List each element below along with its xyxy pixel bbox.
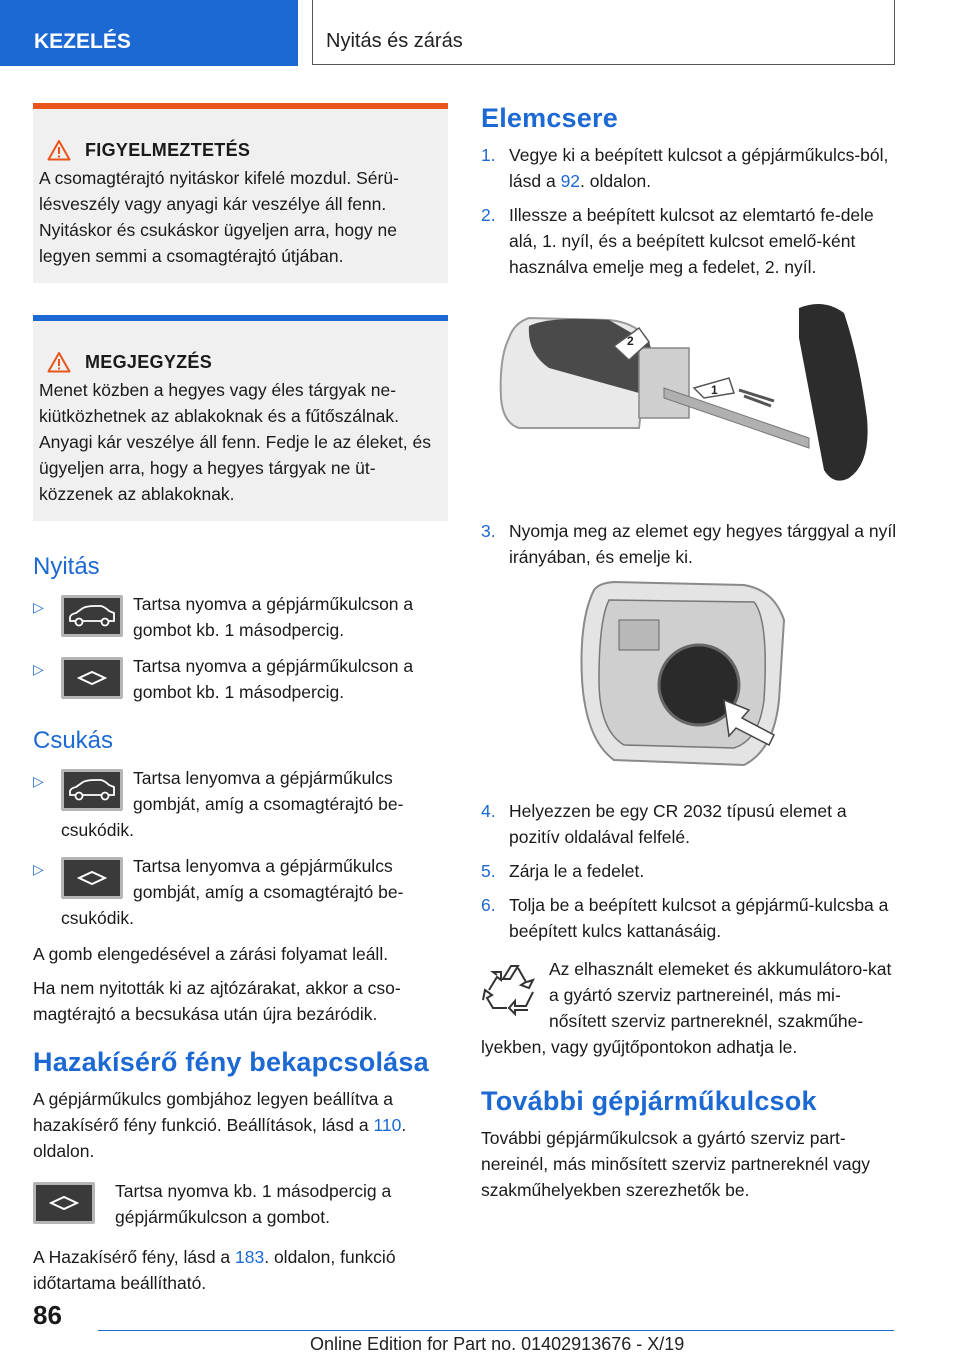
warning-triangle-icon: [47, 351, 71, 373]
right-column: [481, 103, 897, 1211]
step-number: 4.: [481, 801, 496, 821]
escort-para-2: [33, 1244, 448, 1296]
footer-edition: Online Edition for Part no. 01402913676 - X/19: [310, 1334, 685, 1354]
car-trunk-icon: [61, 595, 123, 637]
escort-heading: Hazakísérő fény bekapcsolása: [33, 1047, 429, 1077]
escort-para-2-text: A Hazakísérő fény, lásd a: [33, 1247, 236, 1267]
header-underline: [312, 64, 895, 65]
left-column: [33, 103, 448, 1304]
page-link-92[interactable]: 92: [560, 171, 581, 191]
battery-compartment-illustration: [481, 580, 897, 770]
battery-step-4-text: Helyezzen be egy CR 2032 típusú elemet a pozitív oldalával felfelé.: [509, 801, 847, 847]
warning-triangle-icon: [47, 139, 71, 161]
warning-box: [33, 103, 448, 283]
battery-step-6: [481, 892, 897, 944]
opening-item-2-text: Tartsa nyomva a gépjárműkulcson a gombot kb. 1 másodpercig.: [133, 656, 414, 702]
escort-button-text: Tartsa nyomva kb. 1 másodpercig a gépjárműkulcson a gombot.: [115, 1181, 392, 1227]
bmw-diamond-icon: [61, 657, 123, 699]
battery-step-3-text: Nyomja meg az elemet egy hegyes tárggyal a nyíl irányában, és emelje ki.: [509, 521, 897, 567]
step-number: 1.: [481, 145, 496, 165]
closing-item-2: [33, 853, 448, 931]
battery-step-5: [481, 858, 897, 884]
closing-para-2: Ha nem nyitották ki az ajtózárakat, akkor a cso-magtérajtó a becsukása után újra bezáródik.: [33, 978, 401, 1024]
more-keys-heading: További gépjárműkulcsok: [481, 1086, 817, 1116]
battery-step-6-text: Tolja be a beépített kulcsot a gépjármű-kulcsba a beépített kulcs kattanásáig.: [509, 895, 889, 941]
battery-step-1-text-a: Vegye ki a beépített kulcsot a gépjárműkulcs-ból, lásd a: [509, 145, 889, 191]
step-number: 2.: [481, 205, 496, 225]
fig1-label-2: 2: [627, 334, 634, 348]
closing-item-2-text: Tartsa lenyomva a gépjárműkulcs gombját, amíg a csomagtérajtó be-csukódik.: [61, 856, 404, 928]
bmw-diamond-icon: [33, 1182, 95, 1224]
car-trunk-icon: [61, 769, 123, 811]
note-text: Menet közben a hegyes vagy éles tárgyak ne-kiütközhetnek az ablakoknak és a fűtőszálnak. Anyagi kár veszélye áll fenn. Fedje le az éleket, és ügyeljen arra, hogy a hegyes tárgyak ne üt-közzenek az ablakoknak.: [39, 380, 432, 504]
note-heading-text: MEGJEGYZÉS: [85, 352, 213, 372]
key-lever-illustration: [481, 298, 897, 498]
step-number: 3.: [481, 521, 496, 541]
warning-text: A csomagtérajtó nyitáskor kifelé mozdul. Sérü-lésveszély vagy anyagi kár veszélye áll fenn. Nyitáskor és csukáskor ügyeljen arra, hogy ne legyen semmi a csomagtérajtó útjában.: [39, 168, 399, 266]
warning-heading-text: FIGYELMEZTETÉS: [85, 140, 251, 160]
opening-item-1-text: Tartsa nyomva a gépjárműkulcson a gombot kb. 1 másodpercig.: [133, 594, 414, 640]
header-title: Nyitás és zárás: [326, 30, 463, 52]
note-heading: [47, 349, 442, 375]
battery-step-2: [481, 202, 897, 280]
closing-item-1: [33, 765, 448, 843]
bullet-marker: ▷: [33, 861, 44, 877]
recycling-icon: [481, 960, 541, 1020]
battery-heading: Elemcsere: [481, 103, 618, 133]
escort-para-1-suffix: . oldalon.: [33, 1115, 407, 1161]
escort-para-2-suffix: . oldalon, funkció időtartama beállítható.: [33, 1247, 396, 1293]
opening-heading: Nyitás: [33, 553, 100, 580]
header-divider-right: [894, 0, 895, 64]
footer-line: [98, 1330, 894, 1331]
step-number: 6.: [481, 895, 496, 915]
step-number: 5.: [481, 861, 496, 881]
bullet-marker: ▷: [33, 773, 44, 789]
header-divider-left: [312, 0, 313, 64]
bullet-marker: ▷: [33, 661, 44, 677]
escort-para-1: [33, 1086, 448, 1164]
closing-para-1: A gomb elengedésével a zárási folyamat leáll.: [33, 944, 389, 964]
escort-button-row: [33, 1178, 448, 1230]
bmw-diamond-icon: [61, 857, 123, 899]
page-link-183[interactable]: 183: [235, 1247, 265, 1267]
battery-step-1-text: [509, 142, 897, 194]
opening-item-2: [33, 653, 448, 705]
opening-item-1: [33, 591, 448, 643]
page-number: 86: [33, 1300, 62, 1330]
escort-para-1-text: A gépjárműkulcs gombjához legyen beállítva a hazakísérő fény funkció. Beállítások, lásd a: [33, 1089, 393, 1135]
note-box: [33, 315, 448, 521]
battery-step-4: [481, 798, 897, 850]
more-keys-text: További gépjárműkulcsok a gyártó szerviz part-nereinél, más minősített szerviz partnereknél vagy szakműhelyekben szerezhetők be.: [481, 1128, 871, 1200]
fig1-label-1: 1: [711, 383, 718, 397]
recycle-note: [481, 956, 897, 1060]
closing-heading: Csukás: [33, 727, 114, 754]
battery-step-3: [481, 518, 897, 570]
page-link-110[interactable]: 110: [373, 1115, 402, 1135]
battery-step-5-text: Zárja le a fedelet.: [509, 861, 645, 881]
battery-step-1: [481, 142, 897, 194]
bullet-marker: ▷: [33, 599, 44, 615]
battery-step-1-text-b: . oldalon.: [580, 171, 652, 191]
recycle-text: Az elhasznált elemeket és akkumulátoro-kat a gyártó szerviz partnereinél, más mi-nősített szerviz partnereknél, szakműhe-lyekben, vagy gyűjtőpontokon adhatja le.: [481, 959, 892, 1057]
battery-step-2-text: Illessze a beépített kulcsot az elemtartó fe-dele alá, 1. nyíl, és a beépített kulcsot emelő-ként használva emelje meg a fedelet, 2. nyíl.: [509, 205, 874, 277]
closing-item-1-text: Tartsa lenyomva a gépjárműkulcs gombját, amíg a csomagtérajtó be-csukódik.: [61, 768, 404, 840]
header-section-tab: KEZELÉS: [0, 0, 298, 66]
warning-heading: [47, 137, 442, 163]
